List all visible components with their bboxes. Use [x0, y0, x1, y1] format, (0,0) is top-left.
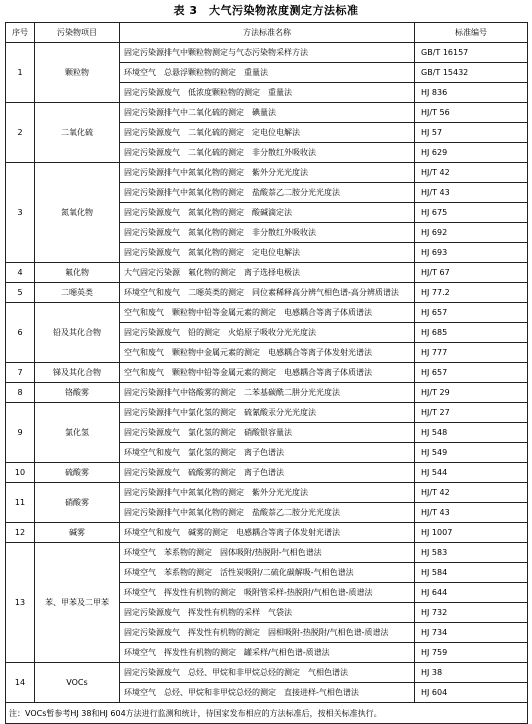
pollutant-name: 硝酸雾 — [35, 483, 120, 523]
method-standard-name: 环境空气 挥发性有机物的测定 罐采样/气相色谱-质谱法 — [120, 643, 415, 663]
table-footer — [6, 703, 528, 724]
pollutant-name: 二噁英类 — [35, 283, 120, 303]
method-standard-name: 固定污染源废气 二氧化硫的测定 定电位电解法 — [120, 123, 415, 143]
method-standard-name: 固定污染源排气中二氧化硫的测定 碘量法 — [120, 103, 415, 123]
method-standard-name: 固定污染源排气中铬酸雾的测定 二苯基碳酰二肼分光光度法 — [120, 383, 415, 403]
method-standard-name: 环境空气 苯系物的测定 活性炭吸附/二硫化碳解吸-气相色谱法 — [120, 563, 415, 583]
standard-code: HJ/T 56 — [415, 103, 528, 123]
table-row — [6, 363, 528, 383]
table-row — [6, 263, 528, 283]
method-standard-name: 固定污染源废气 氮氧化物的测定 酸碱滴定法 — [120, 203, 415, 223]
header-row — [6, 23, 528, 43]
row-number: 13 — [6, 543, 35, 663]
standard-code: HJ 759 — [415, 643, 528, 663]
header-no: 序号 — [6, 23, 35, 43]
method-standard-name: 空气和废气 颗粒物中铅等金属元素的测定 电感耦合等离子体质谱法 — [120, 363, 415, 383]
standard-code: HJ 836 — [415, 83, 528, 103]
standard-code: HJ/T 42 — [415, 483, 528, 503]
standard-code: HJ 693 — [415, 243, 528, 263]
standard-code: HJ 675 — [415, 203, 528, 223]
standard-code: HJ/T 43 — [415, 183, 528, 203]
standard-code: HJ 777 — [415, 343, 528, 363]
table-note: 注：VOCs暂参考HJ 38和HJ 604方法进行监测和统计，待国家发布相应的方法标准后，按相关标准执行。 — [6, 703, 528, 724]
standard-code: HJ/T 42 — [415, 163, 528, 183]
standard-code: HJ 544 — [415, 463, 528, 483]
table-row — [6, 163, 528, 183]
note-row — [6, 703, 528, 724]
pollutant-name: 碱雾 — [35, 523, 120, 543]
row-number: 5 — [6, 283, 35, 303]
row-number: 3 — [6, 163, 35, 263]
header-code: 标准编号 — [415, 23, 528, 43]
method-standard-name: 固定污染源废气 总烃、甲烷和非甲烷总烃的测定 气相色谱法 — [120, 663, 415, 683]
standard-code: HJ 548 — [415, 423, 528, 443]
standard-code: GB/T 15432 — [415, 63, 528, 83]
pollutant-name: 二氧化硫 — [35, 103, 120, 163]
pollutant-name: 氟化物 — [35, 263, 120, 283]
method-standard-name: 固定污染源废气 硫酸雾的测定 离子色谱法 — [120, 463, 415, 483]
standard-code: HJ 657 — [415, 303, 528, 323]
method-standard-name: 环境空气和废气 二噁英类的测定 同位素稀释高分辨气相色谱-高分辨质谱法 — [120, 283, 415, 303]
row-number: 12 — [6, 523, 35, 543]
table-row — [6, 403, 528, 423]
standard-code: HJ 692 — [415, 223, 528, 243]
method-standard-name: 固定污染源废气 氯化氢的测定 硝酸银容量法 — [120, 423, 415, 443]
method-standard-name: 固定污染源排气中氮氧化物的测定 盐酸萘乙二胺分光光度法 — [120, 503, 415, 523]
row-number: 2 — [6, 103, 35, 163]
standard-code: HJ 685 — [415, 323, 528, 343]
method-standard-name: 固定污染源排气中氮氧化物的测定 紫外分光光度法 — [120, 483, 415, 503]
method-standard-name: 固定污染源排气中颗粒物测定与气态污染物采样方法 — [120, 43, 415, 63]
pollutant-name: 氯化氢 — [35, 403, 120, 463]
table-row — [6, 283, 528, 303]
pollutant-name: 铬酸雾 — [35, 383, 120, 403]
table-row — [6, 483, 528, 503]
standard-code: HJ 583 — [415, 543, 528, 563]
table-header — [6, 23, 528, 43]
standard-code: HJ 644 — [415, 583, 528, 603]
pollutant-name: 硫酸雾 — [35, 463, 120, 483]
method-standard-name: 固定污染源废气 铅的测定 火焰原子吸收分光光度法 — [120, 323, 415, 343]
header-pollutant: 污染物项目 — [35, 23, 120, 43]
standard-code: HJ 657 — [415, 363, 528, 383]
row-number: 4 — [6, 263, 35, 283]
row-number: 14 — [6, 663, 35, 703]
method-standard-name: 固定污染源废气 挥发性有机物的测定 固相吸附-热脱附/气相色谱-质谱法 — [120, 623, 415, 643]
table-body — [6, 43, 528, 703]
pollutant-name: 锑及其化合物 — [35, 363, 120, 383]
standards-table — [5, 22, 528, 724]
method-standard-name: 环境空气 总悬浮颗粒物的测定 重量法 — [120, 63, 415, 83]
table-row — [6, 383, 528, 403]
method-standard-name: 环境空气 挥发性有机物的测定 吸附管采样-热脱附/气相色谱-质谱法 — [120, 583, 415, 603]
method-standard-name: 环境空气 苯系物的测定 固体吸附/热脱附-气相色谱法 — [120, 543, 415, 563]
method-standard-name: 固定污染源废气 氮氧化物的测定 定电位电解法 — [120, 243, 415, 263]
standard-code: HJ 57 — [415, 123, 528, 143]
standard-code: HJ/T 29 — [415, 383, 528, 403]
row-number: 9 — [6, 403, 35, 463]
standard-code: HJ 549 — [415, 443, 528, 463]
pollutant-name: 苯、甲苯及二甲苯 — [35, 543, 120, 663]
table-row — [6, 663, 528, 683]
method-standard-name: 固定污染源废气 低浓度颗粒物的测定 重量法 — [120, 83, 415, 103]
standard-code: HJ 1007 — [415, 523, 528, 543]
table-row — [6, 303, 528, 323]
method-standard-name: 空气和废气 颗粒物中金属元素的测定 电感耦合等离子体发射光谱法 — [120, 343, 415, 363]
standard-code: HJ/T 43 — [415, 503, 528, 523]
standard-code: HJ/T 27 — [415, 403, 528, 423]
table-row — [6, 103, 528, 123]
method-standard-name: 固定污染源排气中氮氧化物的测定 紫外分光光度法 — [120, 163, 415, 183]
table-row — [6, 463, 528, 483]
pollutant-name: VOCs — [35, 663, 120, 703]
method-standard-name: 空气和废气 颗粒物中铅等金属元素的测定 电感耦合等离子体质谱法 — [120, 303, 415, 323]
method-standard-name: 环境空气 总烃、甲烷和非甲烷总烃的测定 直接进样-气相色谱法 — [120, 683, 415, 703]
standard-code: HJ 732 — [415, 603, 528, 623]
standard-code: HJ 629 — [415, 143, 528, 163]
standard-code: HJ 77.2 — [415, 283, 528, 303]
pollutant-name: 铅及其化合物 — [35, 303, 120, 363]
standard-code: GB/T 16157 — [415, 43, 528, 63]
standard-code: HJ 38 — [415, 663, 528, 683]
pollutant-name: 氮氧化物 — [35, 163, 120, 263]
row-number: 8 — [6, 383, 35, 403]
row-number: 7 — [6, 363, 35, 383]
table-row — [6, 43, 528, 63]
standard-code: HJ/T 67 — [415, 263, 528, 283]
standard-code: HJ 604 — [415, 683, 528, 703]
method-standard-name: 固定污染源废气 氮氧化物的测定 非分散红外吸收法 — [120, 223, 415, 243]
method-standard-name: 大气固定污染源 氟化物的测定 离子选择电极法 — [120, 263, 415, 283]
header-method: 方法标准名称 — [120, 23, 415, 43]
standard-code: HJ 584 — [415, 563, 528, 583]
method-standard-name: 环境空气和废气 碱雾的测定 电感耦合等离子体发射光谱法 — [120, 523, 415, 543]
row-number: 1 — [6, 43, 35, 103]
row-number: 10 — [6, 463, 35, 483]
row-number: 6 — [6, 303, 35, 363]
pollutant-name: 颗粒物 — [35, 43, 120, 103]
method-standard-name: 环境空气和废气 氯化氢的测定 离子色谱法 — [120, 443, 415, 463]
method-standard-name: 固定污染源废气 二氧化硫的测定 非分散红外吸收法 — [120, 143, 415, 163]
method-standard-name: 固定污染源废气 挥发性有机物的采样 气袋法 — [120, 603, 415, 623]
table-row — [6, 523, 528, 543]
method-standard-name: 固定污染源排气中氯化氢的测定 硫氰酸汞分光光度法 — [120, 403, 415, 423]
row-number: 11 — [6, 483, 35, 523]
method-standard-name: 固定污染源排气中氮氧化物的测定 盐酸萘乙二胺分光光度法 — [120, 183, 415, 203]
table-caption: 表 3 大气污染物浓度测定方法标准 — [173, 4, 359, 17]
standard-code: HJ 734 — [415, 623, 528, 643]
table-row — [6, 543, 528, 563]
